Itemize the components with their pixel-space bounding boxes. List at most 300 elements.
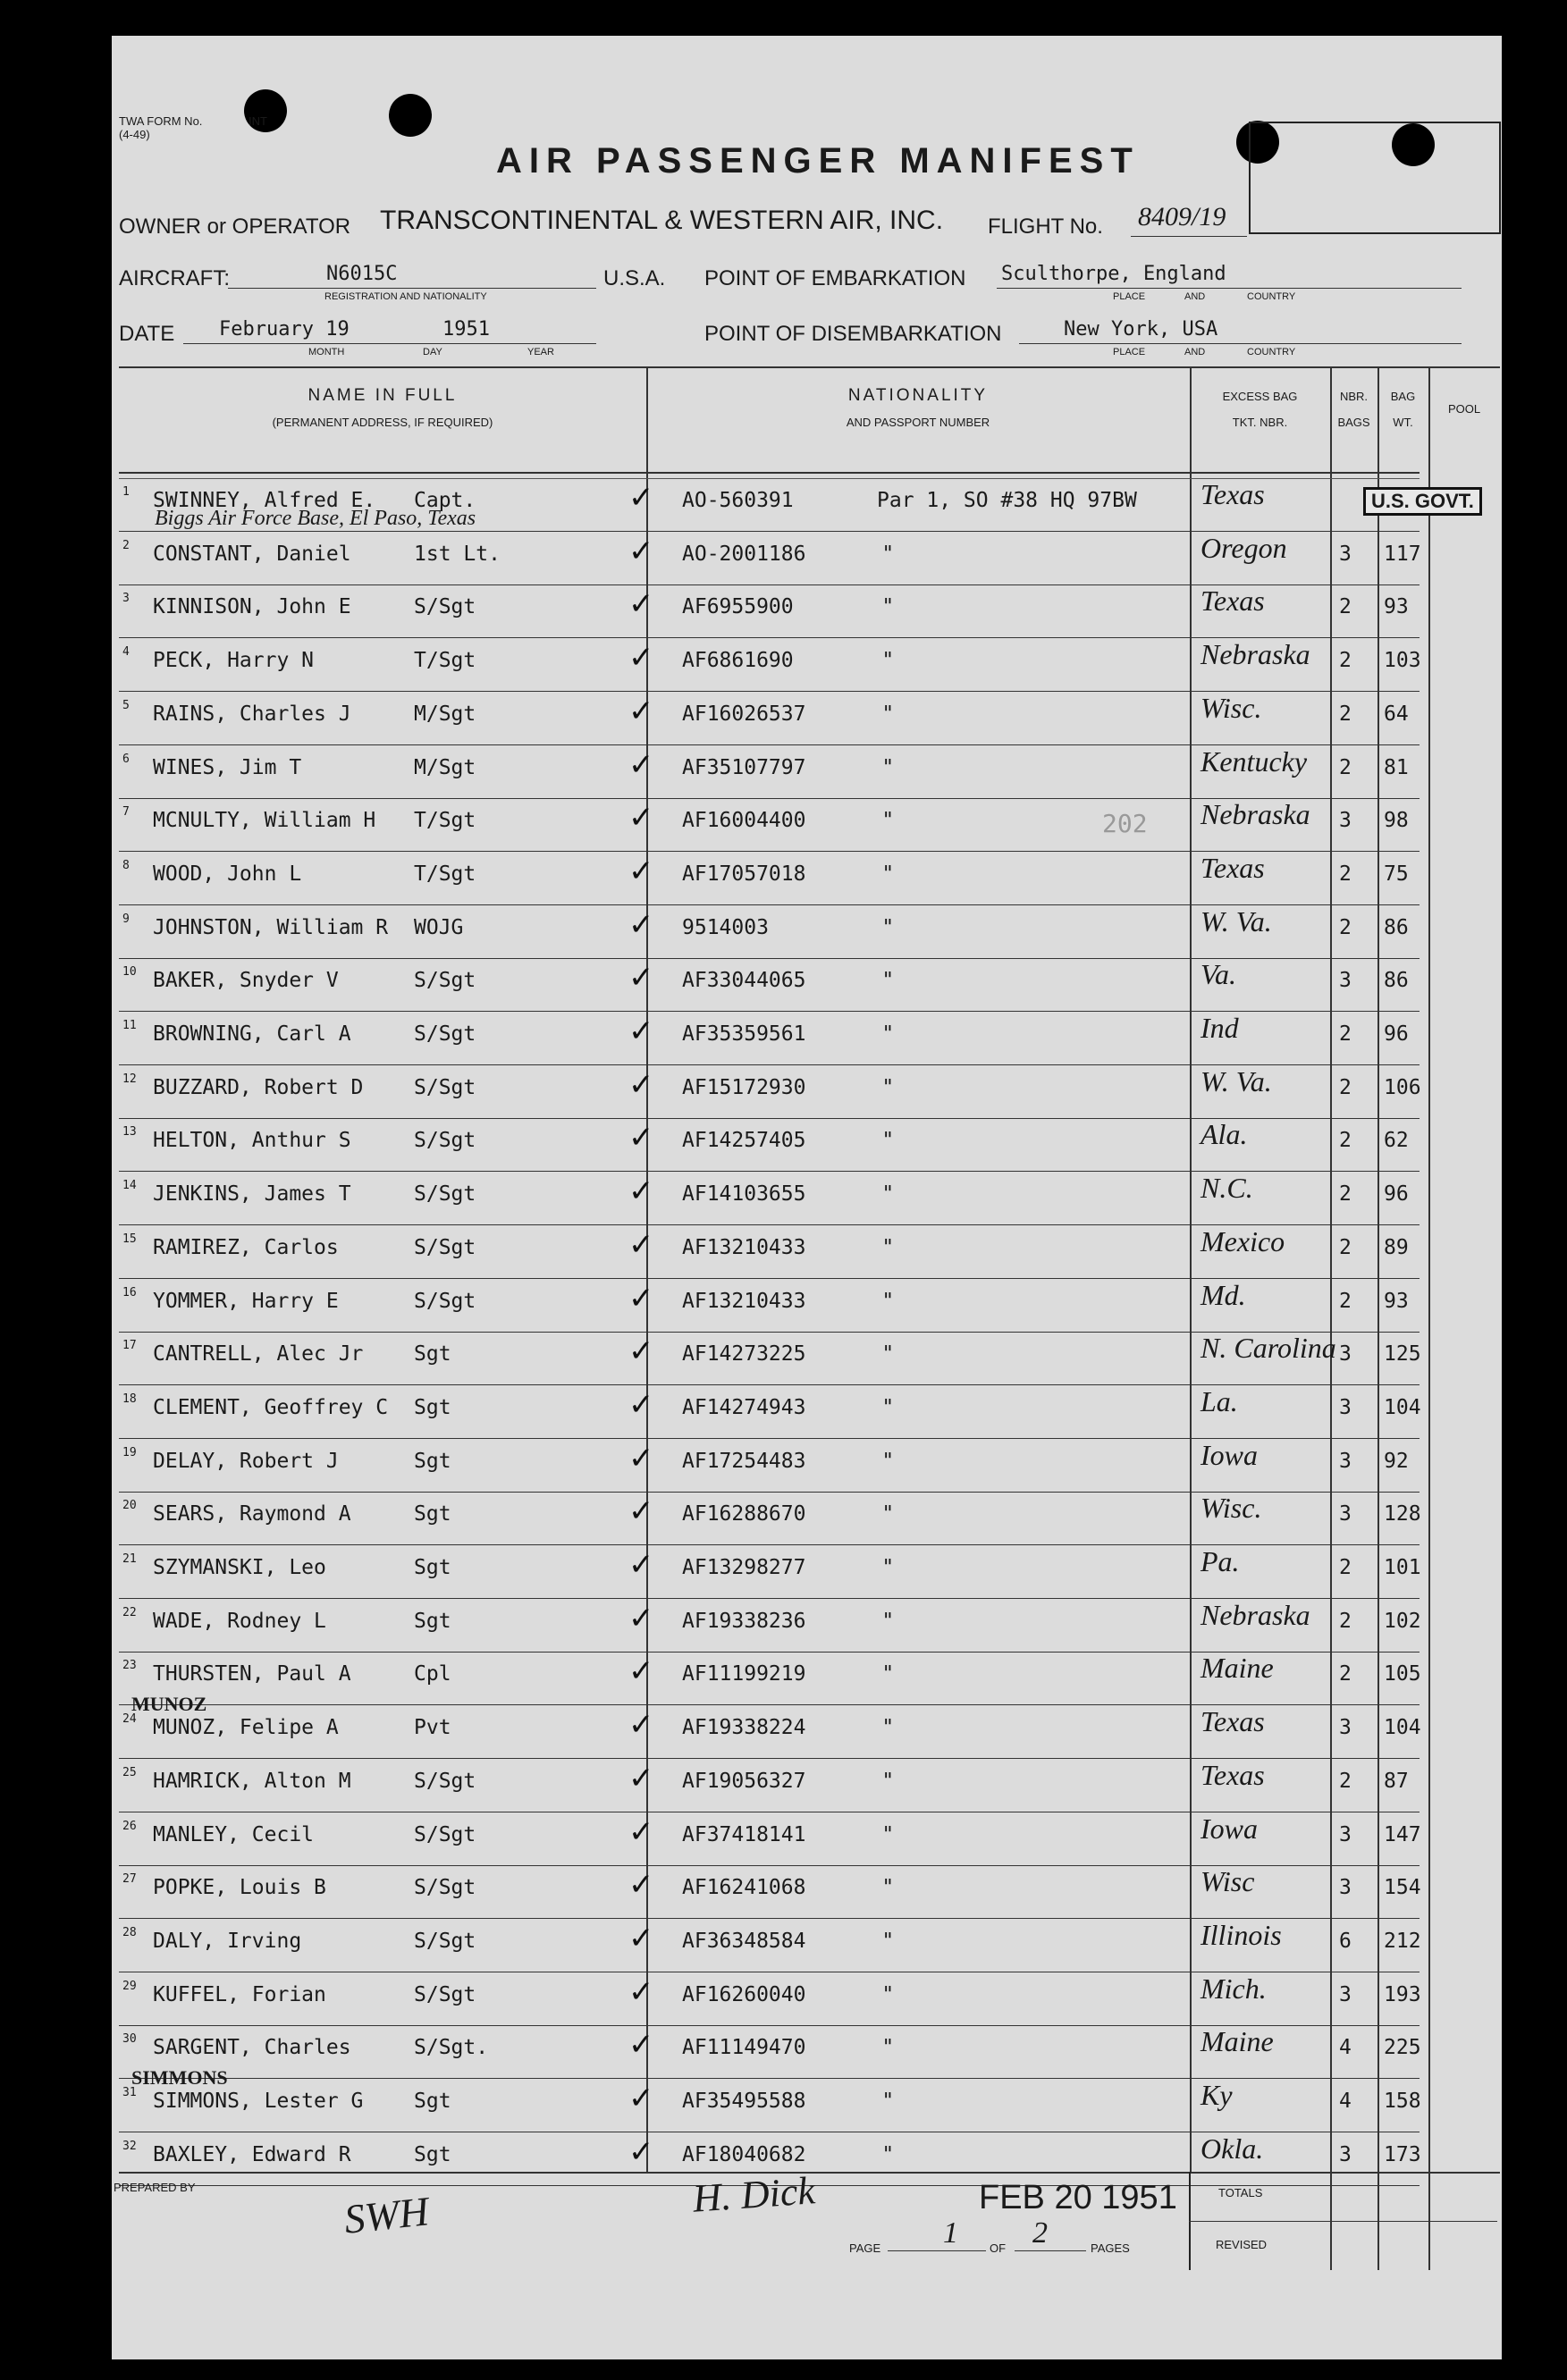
passenger-rank: Capt. — [414, 489, 476, 512]
passenger-rank: S/Sgt. — [414, 2036, 489, 2060]
manifest-page — [112, 36, 1502, 2359]
rule — [183, 343, 596, 344]
embark-label: POINT OF EMBARKATION — [704, 266, 966, 290]
flight-value: 8409/19 — [1138, 202, 1226, 231]
passenger-rank: Sgt — [414, 1342, 451, 1367]
passenger-table — [119, 366, 1500, 2172]
row-number: 16 — [122, 1285, 137, 1299]
passenger-name: BUZZARD, Robert D — [153, 1075, 364, 1099]
passenger-rank: Sgt — [414, 1449, 451, 1473]
header-excess-sub: TKT. NBR. — [1232, 416, 1288, 429]
passenger-rank: S/Sgt — [414, 1075, 476, 1099]
home-state: Pa. — [1201, 1545, 1240, 1577]
passenger-rank: 1st Lt. — [414, 542, 501, 566]
order-reference: " — [883, 969, 893, 993]
bag-count: 2 — [1339, 1289, 1352, 1313]
bag-weight: 87 — [1384, 1769, 1409, 1793]
bag-weight: 93 — [1384, 1289, 1409, 1313]
of-label: OF — [990, 2241, 1007, 2255]
bag-weight: 96 — [1384, 1182, 1409, 1207]
page-number: 1 — [943, 2216, 958, 2250]
rule — [1019, 343, 1462, 344]
row-number: 23 — [122, 1659, 137, 1673]
bag-weight: 96 — [1384, 1022, 1409, 1046]
table-row — [119, 1012, 1420, 1065]
home-state: Texas — [1201, 1705, 1265, 1738]
bag-count: 2 — [1339, 1129, 1352, 1153]
check-mark-icon: ✓ — [628, 1547, 654, 1583]
passenger-rank: S/Sgt — [414, 1235, 476, 1259]
row-number: 10 — [122, 965, 137, 980]
rule — [119, 472, 1420, 474]
embark-sub-country: COUNTRY — [1247, 291, 1296, 302]
passport-number: AF11199219 — [682, 1662, 806, 1686]
table-row — [119, 958, 1420, 1012]
check-mark-icon: ✓ — [628, 1120, 654, 1156]
passenger-rank: S/Sgt — [414, 1182, 476, 1207]
passenger-rank: T/Sgt — [414, 862, 476, 886]
passenger-name: SARGENT, Charles — [153, 2036, 351, 2060]
order-reference: " — [883, 1609, 893, 1633]
bag-count: 3 — [1339, 809, 1352, 833]
bag-weight: 86 — [1384, 915, 1409, 939]
bag-count: 3 — [1339, 1342, 1352, 1367]
bag-count: 3 — [1339, 542, 1352, 566]
bag-count: 3 — [1339, 1449, 1352, 1473]
check-mark-icon: ✓ — [628, 1066, 654, 1103]
home-state: Mexico — [1201, 1224, 1285, 1257]
home-state: Illinois — [1201, 1918, 1282, 1951]
order-reference: Par 1, SO #38 HQ 97BW — [877, 489, 1137, 512]
bag-weight: 147 — [1384, 1822, 1421, 1846]
embark-value: Sculthorpe, England — [1001, 263, 1226, 285]
table-row — [119, 1693, 1421, 1759]
rule — [1189, 2221, 1497, 2222]
check-mark-icon: ✓ — [628, 2133, 654, 2170]
table-row — [119, 1812, 1420, 1866]
passenger-name: SZYMANSKI, Leo — [153, 1556, 326, 1579]
table-row — [119, 1439, 1420, 1493]
date-label: DATE — [119, 322, 175, 346]
rule — [1428, 366, 1430, 2172]
signature: H. Dick — [691, 2168, 817, 2221]
annotation-number: 202 — [1102, 809, 1148, 839]
bag-weight: 81 — [1384, 755, 1409, 779]
passenger-name: HELTON, Anthur S — [153, 1129, 351, 1153]
bag-count: 3 — [1339, 2142, 1352, 2166]
check-mark-icon: ✓ — [628, 1280, 654, 1316]
passport-number: AO-560391 — [682, 489, 794, 512]
row-number: 28 — [122, 1925, 137, 1939]
passport-number: AO-2001186 — [682, 542, 806, 566]
row-number: 2 — [122, 538, 130, 552]
flight-label: FLIGHT No. — [988, 214, 1103, 239]
bag-weight: 125 — [1384, 1342, 1421, 1367]
passenger-name: JENKINS, James T — [153, 1182, 351, 1207]
bag-count: 2 — [1339, 1609, 1352, 1633]
date-sub-year: YEAR — [527, 347, 554, 357]
passenger-rank: S/Sgt — [414, 595, 476, 619]
passenger-rank: S/Sgt — [414, 1929, 476, 1953]
bag-weight: 102 — [1384, 1609, 1421, 1633]
header-nbr-sub: BAGS — [1337, 416, 1370, 429]
bag-weight: 193 — [1384, 1982, 1421, 2006]
order-reference: " — [883, 1395, 893, 1419]
check-mark-icon: ✓ — [628, 480, 654, 516]
home-state: W. Va. — [1201, 1064, 1272, 1097]
check-mark-icon: ✓ — [628, 853, 654, 889]
disembark-sub-place: PLACE — [1113, 347, 1146, 357]
check-mark-icon: ✓ — [628, 1813, 654, 1850]
passenger-rank: S/Sgt — [414, 1822, 476, 1846]
order-reference: " — [883, 1342, 893, 1367]
bag-count: 4 — [1339, 2090, 1352, 2113]
order-reference: " — [883, 1662, 893, 1686]
prepared-label: PREPARED BY — [114, 2181, 196, 2194]
rule — [997, 288, 1462, 289]
bag-weight: 75 — [1384, 862, 1409, 886]
row-number: 26 — [122, 1819, 137, 1833]
header-pool: POOL — [1447, 402, 1481, 416]
home-state: La. — [1201, 1384, 1238, 1417]
passenger-name: BROWNING, Carl A — [153, 1022, 351, 1046]
home-state: Ala. — [1201, 1118, 1248, 1151]
table-row — [119, 1919, 1420, 1972]
passenger-rank: Sgt — [414, 1609, 451, 1633]
passport-number: AF19338224 — [682, 1716, 806, 1740]
header-bag-sub: WT. — [1393, 416, 1413, 429]
passenger-name: MCNULTY, William H — [153, 809, 376, 833]
bag-count: 6 — [1339, 1929, 1352, 1953]
home-state: Wisc. — [1201, 691, 1262, 724]
passenger-name: WINES, Jim T — [153, 755, 302, 779]
bag-weight: 86 — [1384, 969, 1409, 993]
row-number: 22 — [122, 1605, 137, 1619]
order-reference: " — [883, 2090, 893, 2113]
home-state: Kentucky — [1201, 744, 1308, 778]
passport-number: AF11149470 — [682, 2036, 806, 2060]
passenger-name: DELAY, Robert J — [153, 1449, 339, 1473]
home-state: Nebraska — [1201, 638, 1310, 671]
passenger-name: PECK, Harry N — [153, 649, 315, 673]
table-row — [119, 692, 1420, 745]
check-mark-icon: ✓ — [628, 1920, 654, 1956]
home-state: N. Carolina — [1201, 1332, 1336, 1365]
check-mark-icon: ✓ — [628, 1386, 654, 1423]
date-sub-month: MONTH — [308, 347, 345, 357]
home-state: Iowa — [1201, 1812, 1258, 1845]
table-row — [119, 532, 1420, 585]
order-reference: " — [883, 1876, 893, 1900]
order-reference: " — [883, 1769, 893, 1793]
bag-weight: 93 — [1384, 595, 1409, 619]
row-number: 15 — [122, 1232, 137, 1246]
order-reference: " — [883, 1289, 893, 1313]
header-nationality: NATIONALITY — [847, 386, 989, 405]
row-number: 29 — [122, 1979, 137, 1993]
punch-hole — [389, 94, 432, 137]
passenger-rank: S/Sgt — [414, 1982, 476, 2006]
page-total: 2 — [1032, 2216, 1048, 2250]
bag-count: 2 — [1339, 702, 1352, 726]
table-row — [119, 1118, 1420, 1172]
bag-count: 3 — [1339, 1822, 1352, 1846]
row-number: 14 — [122, 1179, 137, 1193]
passport-number: AF17254483 — [682, 1449, 806, 1473]
bag-count: 2 — [1339, 755, 1352, 779]
check-mark-icon: ✓ — [628, 2081, 654, 2116]
passenger-name: BAKER, Snyder V — [153, 969, 339, 993]
order-reference: " — [883, 1075, 893, 1099]
totals-label: TOTALS — [1218, 2186, 1263, 2199]
row-number: 7 — [122, 805, 130, 820]
home-state: Oregon — [1201, 531, 1287, 564]
date-sub-day: DAY — [423, 347, 442, 357]
bag-weight: 62 — [1384, 1129, 1409, 1153]
bag-weight: 173 — [1384, 2142, 1421, 2166]
passport-number: AF36348584 — [682, 1929, 806, 1953]
form-number: TWA FORM No. INT (4-49) — [119, 114, 267, 141]
bag-count: 2 — [1339, 1662, 1352, 1686]
table-row — [119, 1545, 1420, 1599]
passport-number: AF14103655 — [682, 1182, 806, 1207]
order-reference: " — [883, 1235, 893, 1259]
bag-weight: 104 — [1384, 1395, 1421, 1419]
order-reference: " — [883, 1822, 893, 1846]
bag-count: 3 — [1339, 1395, 1352, 1419]
order-reference: " — [883, 1022, 893, 1046]
passport-number: AF35359561 — [682, 1022, 806, 1046]
check-mark-icon: ✓ — [628, 2027, 654, 2064]
owner-value: TRANSCONTINENTAL & WESTERN AIR, INC. — [380, 206, 944, 235]
row-number: 21 — [122, 1552, 137, 1566]
bag-count: 4 — [1339, 2036, 1352, 2060]
order-reference: " — [883, 915, 893, 939]
table-row — [119, 584, 1420, 638]
table-row — [119, 2025, 1420, 2079]
check-mark-icon: ✓ — [628, 1333, 654, 1370]
order-reference: " — [883, 1556, 893, 1579]
order-reference: " — [883, 542, 893, 566]
home-state: Va. — [1201, 958, 1236, 991]
order-reference: " — [883, 595, 893, 619]
page-title: AIR PASSENGER MANIFEST — [496, 141, 1140, 181]
passenger-name: RAMIREZ, Carlos — [153, 1235, 339, 1259]
bag-weight: 212 — [1384, 1929, 1421, 1953]
passenger-rank: M/Sgt — [414, 702, 476, 726]
bag-weight: 117 — [1384, 542, 1421, 566]
order-reference: " — [883, 1502, 893, 1526]
embark-sub-and: AND — [1184, 291, 1206, 302]
order-reference: " — [883, 1449, 893, 1473]
bag-count: 3 — [1339, 1502, 1352, 1526]
check-mark-icon: ✓ — [628, 586, 654, 623]
home-state: Maine — [1201, 1652, 1274, 1685]
passenger-rank: S/Sgt — [414, 1769, 476, 1793]
home-state: Okla. — [1201, 2132, 1264, 2165]
order-reference: " — [883, 1129, 893, 1153]
row-number: 13 — [122, 1125, 137, 1140]
disembark-value: New York, USA — [1064, 318, 1218, 341]
passport-number: AF19338236 — [682, 1609, 806, 1633]
bag-weight: 89 — [1384, 1235, 1409, 1259]
passport-number: AF16026537 — [682, 702, 806, 726]
bag-count: 2 — [1339, 862, 1352, 886]
check-mark-icon: ✓ — [628, 1226, 654, 1263]
passport-number: AF13298277 — [682, 1556, 806, 1579]
check-mark-icon: ✓ — [628, 746, 654, 783]
passport-number: AF18040682 — [682, 2142, 806, 2166]
passport-number: AF16260040 — [682, 1982, 806, 2006]
passport-number: AF16288670 — [682, 1502, 806, 1526]
passenger-name: HAMRICK, Alton M — [153, 1769, 351, 1793]
passenger-name: JOHNSTON, William R — [153, 915, 389, 939]
home-state: N.C. — [1201, 1172, 1253, 1205]
revised-label: REVISED — [1216, 2238, 1268, 2251]
bag-count: 2 — [1339, 915, 1352, 939]
page-label: PAGE — [849, 2241, 881, 2255]
passport-number: AF35495588 — [682, 2090, 806, 2113]
check-mark-icon: ✓ — [628, 1173, 654, 1210]
order-reference: " — [883, 702, 893, 726]
bag-count: 3 — [1339, 1982, 1352, 2006]
bag-count: 2 — [1339, 1769, 1352, 1793]
passport-number: AF13210433 — [682, 1289, 806, 1313]
home-state: Ky — [1201, 2079, 1233, 2111]
bag-count: 3 — [1339, 1876, 1352, 1900]
header-name: NAME IN FULL — [308, 386, 458, 405]
passenger-rank: S/Sgt — [414, 1022, 476, 1046]
rule — [1015, 2250, 1086, 2251]
check-mark-icon: ✓ — [628, 640, 654, 677]
order-reference: " — [883, 809, 893, 833]
passport-number: AF14257405 — [682, 1129, 806, 1153]
order-reference: " — [883, 1182, 893, 1207]
passenger-name: SEARS, Raymond A — [153, 1502, 351, 1526]
received-date-stamp: FEB 20 1951 — [979, 2179, 1177, 2216]
table-row — [119, 638, 1420, 692]
passenger-rank: S/Sgt — [414, 1289, 476, 1313]
home-state: Maine — [1201, 2025, 1274, 2058]
passenger-name: CLEMENT, Geoffrey C — [153, 1395, 389, 1419]
bag-weight: 101 — [1384, 1556, 1421, 1579]
bag-weight: 225 — [1384, 2036, 1421, 2060]
check-mark-icon: ✓ — [628, 533, 654, 569]
passenger-name: CONSTANT, Daniel — [153, 542, 351, 566]
row-number: 4 — [122, 645, 130, 660]
passenger-name: CANTRELL, Alec Jr — [153, 1342, 364, 1367]
row-number: 8 — [122, 858, 130, 872]
check-mark-icon: ✓ — [628, 906, 654, 943]
bag-count: 2 — [1339, 649, 1352, 673]
table-row — [119, 745, 1420, 799]
home-state: Texas — [1201, 1758, 1265, 1791]
passenger-rank: Cpl — [414, 1662, 451, 1686]
table-row — [119, 1385, 1420, 1439]
passenger-name: THURSTEN, Paul A — [153, 1662, 351, 1686]
table-row — [119, 1279, 1420, 1333]
home-state: W. Va. — [1201, 904, 1272, 938]
check-mark-icon: ✓ — [628, 1973, 654, 2010]
passport-number: AF17057018 — [682, 862, 806, 886]
order-reference: " — [883, 1982, 893, 2006]
preparer-initials: SWH — [341, 2188, 431, 2242]
check-mark-icon: ✓ — [628, 960, 654, 997]
table-row — [119, 1972, 1420, 2026]
passenger-rank: Sgt — [414, 1395, 451, 1419]
bag-count: 2 — [1339, 1235, 1352, 1259]
table-row — [119, 1065, 1420, 1119]
row-number: 19 — [122, 1445, 137, 1459]
passport-number: AF14273225 — [682, 1342, 806, 1367]
table-row — [119, 798, 1420, 852]
order-reference: " — [883, 2142, 893, 2166]
order-reference: " — [883, 1716, 893, 1740]
header-name-sub: (PERMANENT ADDRESS, IF REQUIRED) — [272, 416, 493, 429]
bag-count: 3 — [1339, 969, 1352, 993]
passenger-rank: T/Sgt — [414, 649, 476, 673]
row-number: 1 — [122, 485, 130, 499]
row-number: 24 — [122, 1712, 137, 1727]
check-mark-icon: ✓ — [628, 1600, 654, 1636]
home-state: Nebraska — [1201, 1598, 1310, 1631]
passenger-name: RAINS, Charles J — [153, 702, 351, 726]
passport-number: AF16004400 — [682, 809, 806, 833]
order-reference: " — [883, 755, 893, 779]
row-number: 32 — [122, 2139, 137, 2153]
passenger-name: DALY, Irving — [153, 1929, 302, 1953]
passport-number: AF14274943 — [682, 1395, 806, 1419]
order-reference: " — [883, 649, 893, 673]
passenger-rank: WOJG — [414, 915, 464, 939]
passport-number: AF13210433 — [682, 1235, 806, 1259]
rule — [888, 2250, 986, 2251]
passport-number: AF6955900 — [682, 595, 794, 619]
rule — [1131, 236, 1247, 237]
row-number: 27 — [122, 1872, 137, 1887]
bag-count: 2 — [1339, 1556, 1352, 1579]
passenger-name: SWINNEY, Alfred E. — [153, 489, 376, 512]
owner-label: OWNER or OPERATOR — [119, 214, 351, 239]
home-state: Nebraska — [1201, 798, 1310, 831]
table-row — [119, 1759, 1420, 1812]
bag-weight: 128 — [1384, 1502, 1421, 1526]
header-excess: EXCESS BAG — [1222, 390, 1298, 403]
check-mark-icon: ✓ — [628, 1653, 654, 1690]
rule — [119, 366, 1500, 368]
header-bag: BAG — [1390, 390, 1416, 403]
bag-count: 2 — [1339, 595, 1352, 619]
row-number: 31 — [122, 2086, 137, 2099]
passport-number: AF35107797 — [682, 755, 806, 779]
passenger-name: WOOD, John L — [153, 862, 302, 886]
table-row — [119, 905, 1420, 959]
passenger-name: POPKE, Louis B — [153, 1876, 326, 1900]
aircraft-label: AIRCRAFT: — [119, 266, 231, 290]
bag-weight: 105 — [1384, 1662, 1421, 1686]
home-state: Wisc — [1201, 1865, 1255, 1898]
aircraft-sub: REGISTRATION AND NATIONALITY — [324, 291, 487, 302]
order-reference: " — [883, 862, 893, 886]
passport-number: AF33044065 — [682, 969, 806, 993]
table-row — [119, 1492, 1420, 1545]
check-mark-icon: ✓ — [628, 1760, 654, 1796]
date-year: 1951 — [442, 318, 490, 341]
embark-sub-place: PLACE — [1113, 291, 1146, 302]
disembark-sub-and: AND — [1184, 347, 1206, 357]
stamp-box — [1249, 122, 1501, 234]
passport-number: AF6861690 — [682, 649, 794, 673]
